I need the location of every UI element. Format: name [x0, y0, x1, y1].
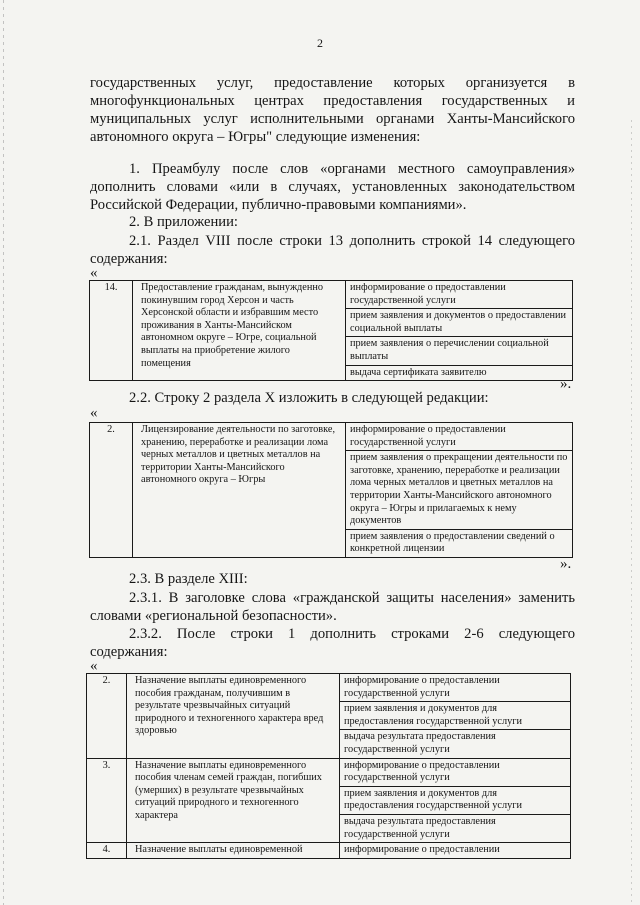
- table3-row2-action-3: выдача результата предоставления государственной услуги: [340, 730, 571, 758]
- table3-row2-action-1: информирование о предоставлении государственной услуги: [340, 674, 571, 702]
- table3-row3-action-2: прием заявления и документов для предоставления государственной услуги: [340, 786, 571, 814]
- table3-row4-number: 4.: [87, 843, 127, 859]
- table2-action-3: прием заявления о предоставлении сведений о конкретной лицензии: [346, 529, 573, 557]
- scan-edge-right: [631, 120, 632, 905]
- close-quote-2: ».: [560, 556, 572, 572]
- table1-row-number: 14.: [90, 281, 133, 381]
- item232-line-1: 2.3.2. После строки 1 дополнить строками 2-6 следующего: [129, 626, 575, 642]
- item23-heading: 2.3. В разделе XIII:: [129, 571, 248, 587]
- item22-heading: 2.2. Строку 2 раздела X изложить в следующей редакции:: [129, 390, 489, 406]
- open-quote-1: «: [90, 265, 98, 281]
- table2-row-number: 2.: [90, 423, 133, 558]
- item21-line-1: 2.1. Раздел VIII после строки 13 дополнить строкой 14 следующего: [129, 233, 575, 249]
- table3-row2-number: 2.: [87, 674, 127, 759]
- table3-row2-service-name: Назначение выплаты единовременного пособия гражданам, получившим в результате чрезвычайных ситуаций природного и техногенного характера вред здоровью: [127, 674, 340, 759]
- table2-service-name: Лицензирование деятельности по заготовке, хранению, переработке и реализации лома черных металлов и цветных металлов на территории Ханты-Мансийского автономного округа – Югры: [133, 423, 346, 558]
- table1-service-name: Предоставление гражданам, вынужденно покинувшим город Херсон и часть Херсонской области и избравшим место проживания в Ханты-Мансийском автономном округе – Югре, социальной выплаты на приобретение жилого помещения: [133, 281, 346, 381]
- table3-row3-action-3: выдача результата предоставления государственной услуги: [340, 814, 571, 842]
- table3-row3-service-name: Назначение выплаты единовременного пособия членам семей граждан, погибших (умерших) в результате чрезвычайных ситуаций природного и техногенного характера: [127, 758, 340, 843]
- page-number: 2: [317, 36, 323, 50]
- item231-line-2: словами «региональной безопасности».: [90, 608, 337, 624]
- intro-line-1: государственных услуг, предоставление которых организуется в: [90, 75, 575, 91]
- table1-action-1: информирование о предоставлении государственной услуги: [346, 281, 573, 309]
- table1-action-3: прием заявления о перечислении социальной выплаты: [346, 337, 573, 365]
- table3-row4-service-name: Назначение выплаты единовременной: [127, 843, 340, 859]
- item232-line-2: содержания:: [90, 644, 168, 660]
- intro-line-3: муниципальных услуг исполнительными органами Ханты-Мансийского: [90, 111, 575, 127]
- intro-line-2: многофункциональных центрах предоставления государственных и: [90, 93, 575, 109]
- table3-row3-number: 3.: [87, 758, 127, 843]
- open-quote-3: «: [90, 658, 98, 674]
- table-section-13-rows-2-6: [86, 673, 571, 859]
- table1-action-4: выдача сертификата заявителю: [346, 365, 573, 381]
- table-section-10-row-2: [89, 422, 573, 558]
- close-quote-1: ».: [560, 376, 572, 392]
- table2-action-1: информирование о предоставлении государственной услуги: [346, 423, 573, 451]
- item231-line-1: 2.3.1. В заголовке слова «гражданской защиты населения» заменить: [129, 590, 575, 606]
- table3-row4-action-1: информирование о предоставлении: [340, 843, 571, 859]
- table2-action-2: прием заявления о прекращении деятельности по заготовке, хранению, переработке и реализации лома черных металлов и цветных металлов на территории Ханты-Мансийского автономного округа – Югры и прилагаемых к нему документов: [346, 451, 573, 530]
- item1-line-2: дополнить словами «или в случаях, установленных законодательством: [90, 179, 575, 195]
- table3-row2-action-2: прием заявления и документов для предоставления государственной услуги: [340, 702, 571, 730]
- table-section-8-row-14: [89, 280, 573, 381]
- item1-line-3: Российской Федерации, публично-правовыми компаниями».: [90, 197, 467, 213]
- table3-row3-action-1: информирование о предоставлении государственной услуги: [340, 758, 571, 786]
- open-quote-2: «: [90, 405, 98, 421]
- table1-action-2: прием заявления и документов о предоставлении социальной выплаты: [346, 309, 573, 337]
- item1-line-1: 1. Преамбулу после слов «органами местного самоуправления»: [129, 161, 575, 177]
- item2-heading: 2. В приложении:: [129, 214, 238, 230]
- item21-line-2: содержания:: [90, 251, 168, 267]
- scan-edge-left: [3, 0, 4, 905]
- intro-line-4: автономного округа – Югры" следующие изменения:: [90, 129, 421, 145]
